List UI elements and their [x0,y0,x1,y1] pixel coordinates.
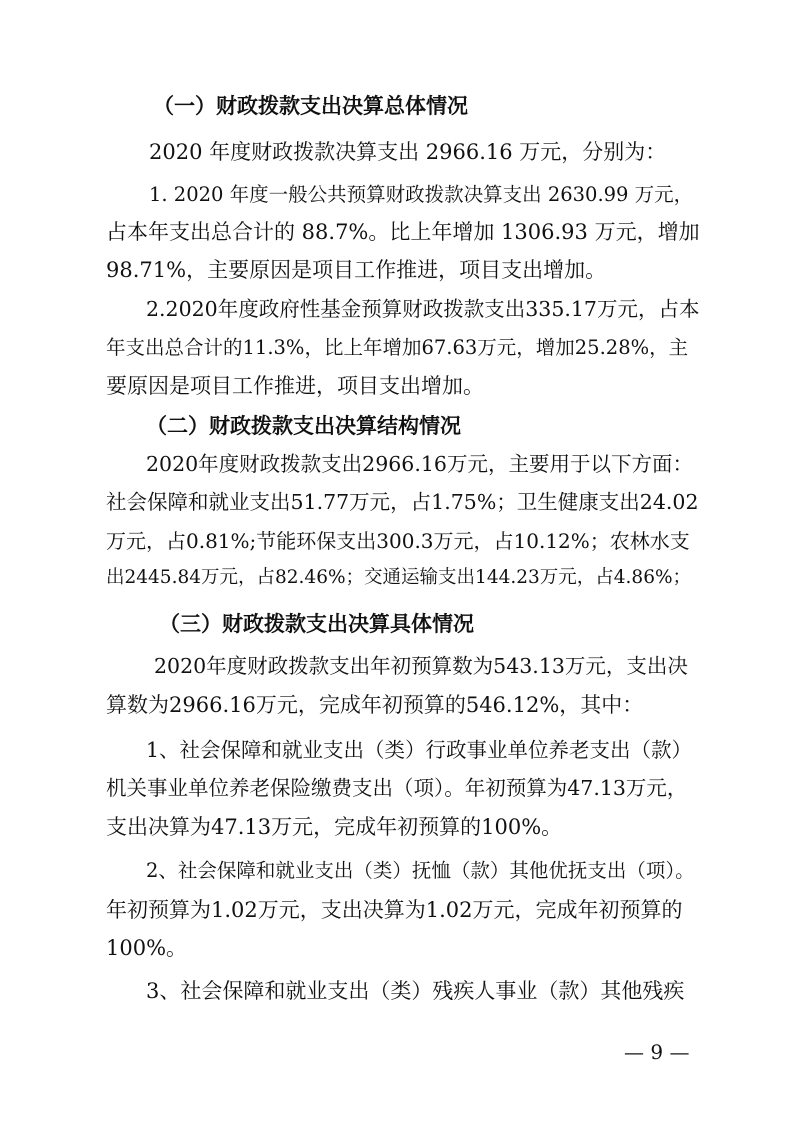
page-number: — 9 — [624,1040,690,1064]
paragraph-line: 2020 年度财政拨款决算支出 2966.16 万元，分别为： [149,140,667,164]
paragraph-line: 3、社会保障和就业支出（类）残疾人事业（款）其他残疾 [146,979,685,1003]
paragraph-line: 1、社会保障和就业支出（类）行政事业单位养老支出（款） [146,738,693,762]
paragraph-line: 98.71%，主要原因是项目工作推进，项目支出增加。 [106,258,607,282]
paragraph-line: 2.2020年度政府性基金预算财政拨款支出335.17万元，占本 [146,297,700,321]
paragraph-line: 年支出总合计的11.3%，比上年增加67.63万元，增加25.28%，主 [106,336,689,359]
paragraph-line: 算数为2966.16万元，完成年初预算的546.12%，其中： [106,693,644,717]
paragraph-line: 机关事业单位养老保险缴费支出（项）。年初预算为47.13万元， [106,776,688,800]
section-heading-1: （一）财政拨款支出决算总体情况 [153,93,468,118]
paragraph-line: 年初预算为1.02万元，支出决算为1.02万元，完成年初预算的 [106,898,683,922]
paragraph-line: 占本年支出总合计的 88.7%。比上年增加 1306.93 万元，增加 [106,220,700,244]
section-heading-3: （三）财政拨款支出决算具体情况 [159,611,474,636]
paragraph-line: 100%。 [106,936,188,960]
paragraph-line: 出2445.84万元，占82.46%；交通运输支出144.23万元，占4.86%； [106,567,692,588]
paragraph-line: 2020年度财政拨款支出年初预算数为543.13万元，支出决 [154,654,688,678]
paragraph-line: 2020年度财政拨款支出2966.16万元，主要用于以下方面： [146,452,693,476]
section-heading-2: （二）财政拨款支出决算结构情况 [146,413,461,438]
paragraph-line: 1. 2020 年度一般公共预算财政拨款决算支出 2630.99 万元， [149,183,694,206]
paragraph-line: 2、社会保障和就业支出（类）抚恤（款）其他优抚支出（项）。 [146,859,695,882]
paragraph-line: 要原因是项目工作推进，项目支出增加。 [106,374,484,398]
paragraph-line: 社会保障和就业支出51.77万元，占1.75%；卫生健康支出24.02 [106,490,699,514]
paragraph-line: 万元，占0.81%;节能环保支出300.3万元，占10.12%；农林水支 [106,529,690,553]
paragraph-line: 支出决算为47.13万元，完成年初预算的100%。 [106,815,563,839]
